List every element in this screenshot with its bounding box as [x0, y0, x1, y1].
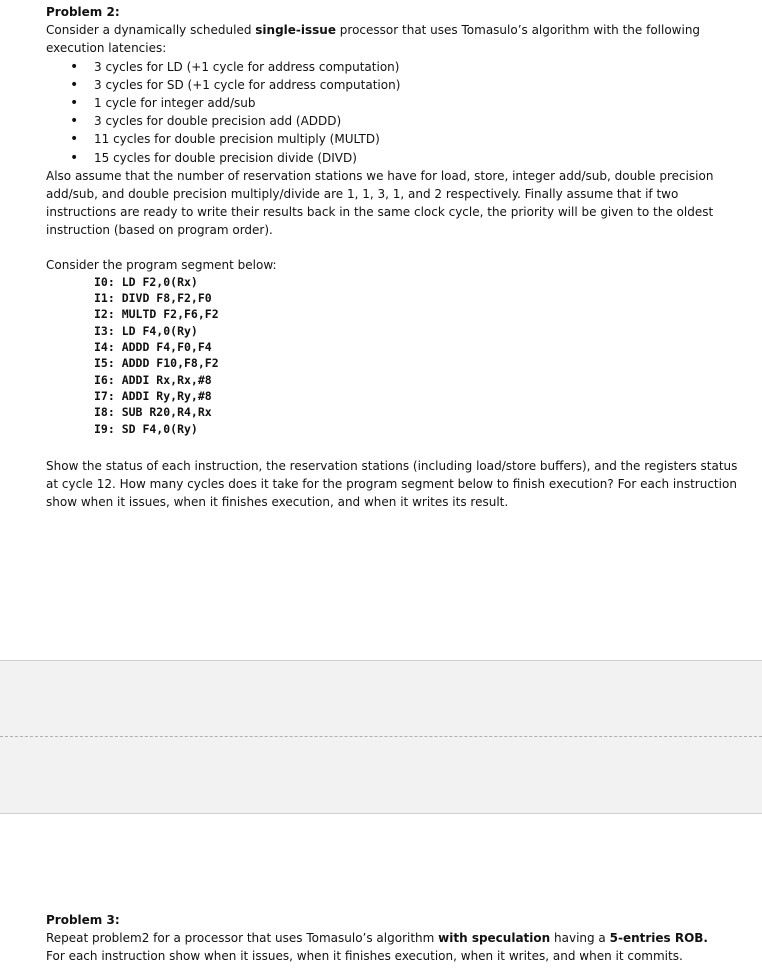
code-line: I0: LD F2,0(Rx)	[94, 274, 198, 289]
code-line: I2: MULTD F2,F6,F2	[94, 307, 219, 322]
latency-item: • 1 cycle for integer add/sub	[94, 94, 746, 112]
problem-2-section	[46, 3, 746, 511]
latency-item: • 3 cycles for double precision add (ADDD)	[94, 112, 746, 130]
rob-emphasis: 5-entries ROB.	[609, 931, 708, 946]
code-line: I9: SD F4,0(Ry)	[94, 421, 198, 436]
problem-3-text: Repeat problem2 for a processor that uses Tomasulo’s algorithm with speculation having a 5-entries ROB.	[46, 931, 708, 946]
latency-item: • 3 cycles for LD (+1 cycle for address computation)	[94, 58, 746, 76]
assumption-paragraph: Also assume that the number of reservation stations we have for load, store, integer add/sub, double precision add/sub, and double precision multiply/divide are 1, 1, 3, 1, and 2 respectively. Finally assume that if two instructions are ready to write their results back in the same clock cycle, the priority will be given to the oldest instruction (based on program order).	[46, 168, 714, 238]
page-break-divider	[0, 736, 762, 737]
code-line: I4: ADDD F4,F0,F4	[94, 340, 212, 355]
latency-list	[46, 58, 746, 167]
code-line: I3: LD F4,0(Ry)	[94, 323, 198, 338]
question-paragraph: Show the status of each instruction, the reservation stations (including load/store buffers), and the registers status at cycle 12. How many cycles does it take for the program segment below to finish execution? For each instruction show when it issues, when it finishes execution, and when it writes its result.	[46, 458, 738, 510]
code-line: I8: SUB R20,R4,Rx	[94, 405, 212, 420]
problem-3-text-cont: For each instruction show when it issues, when it finishes execution, when it writes, and when it commits.	[46, 949, 683, 964]
code-line: I6: ADDI Rx,Rx,#8	[94, 372, 212, 387]
problem-2-intro: Consider a dynamically scheduled single-issue processor that uses Tomasulo’s algorithm with the following execution latencies:	[46, 23, 701, 56]
problem-3-title: Problem 3:	[46, 913, 120, 927]
speculation-emphasis: with speculation	[438, 931, 551, 946]
single-issue-emphasis: single-issue	[255, 23, 336, 38]
program-segment	[46, 274, 746, 437]
problem-3-section	[46, 911, 746, 966]
problem-2-title: Problem 2:	[46, 5, 120, 19]
page-break-band	[0, 660, 762, 814]
segment-label: Consider the program segment below:	[46, 257, 277, 272]
code-line: I1: DIVD F8,F2,F0	[94, 291, 212, 306]
latency-item: • 11 cycles for double precision multiply (MULTD)	[94, 130, 746, 148]
latency-item: • 15 cycles for double precision divide (DIVD)	[94, 149, 746, 167]
latency-item: • 3 cycles for SD (+1 cycle for address computation)	[94, 76, 746, 94]
code-line: I7: ADDI Ry,Ry,#8	[94, 388, 212, 403]
code-line: I5: ADDD F10,F8,F2	[94, 356, 219, 371]
